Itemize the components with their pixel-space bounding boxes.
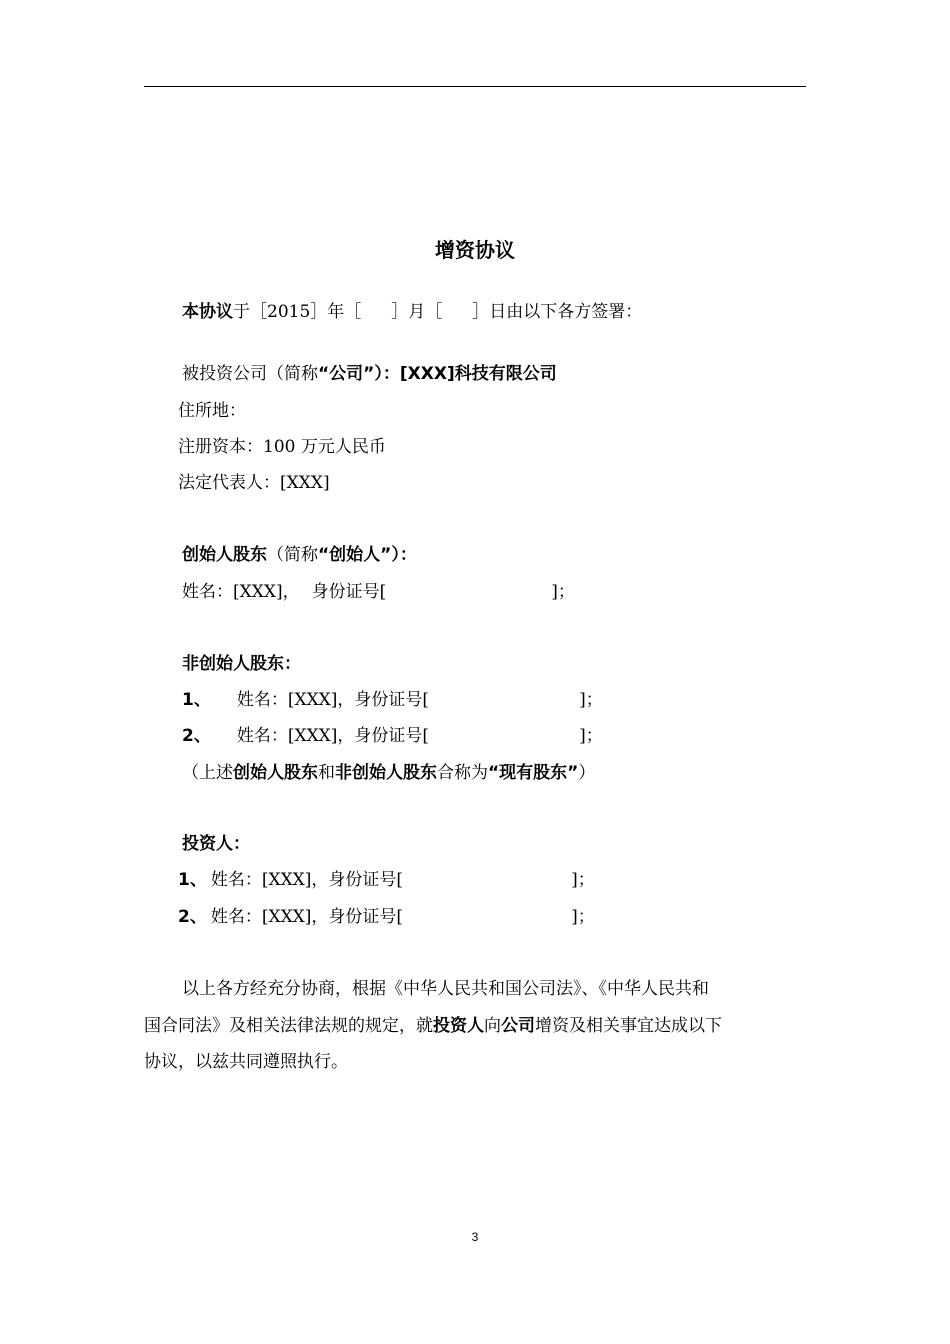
note-non-founder: 非创始人股东 [335,763,437,783]
founder-id: 身份证号[ [311,582,387,602]
non-founder-end: ]； [579,690,603,710]
note-founder: 创始人股东 [233,763,318,783]
founder-heading [182,543,417,567]
non-founder-heading: 非创始人股东： [182,654,301,674]
shareholders-note [182,761,595,785]
non-founder-item [182,724,603,748]
intro-lead: 本协议 [182,302,233,322]
intro-line [182,300,642,324]
non-founder-num: 2、 [182,726,211,746]
company-prefix: 被投资公司（简称 [182,364,318,384]
investor-end: ]； [571,870,595,890]
closing-part: 向 [484,1016,501,1036]
non-founder-name: 姓名：[XXX]，身份证号[ [236,690,430,710]
investor-item [178,905,595,929]
company-line [182,362,557,386]
closing-company: 公司 [501,1016,535,1036]
founder-line [182,580,575,604]
non-founder-name: 姓名：[XXX]，身份证号[ [236,726,430,746]
closing-line-1: 以上各方经充分协商，根据《中华人民共和国公司法》、《中华人民共和 [182,979,709,999]
intro-text-3: ］日由以下各方签署： [472,302,643,322]
note-part: 合称为 [437,763,488,783]
company-rep: 法定代表人：[XXX] [178,473,330,493]
founder-heading-bold: 创始人股东 [182,545,267,565]
investor-heading: 投资人： [182,834,250,854]
investor-end: ]； [571,907,595,927]
non-founder-item [182,688,603,712]
note-part: 和 [318,763,335,783]
closing-investor: 投资人 [433,1016,484,1036]
document-title: 增资协议 [435,238,515,262]
investor-name: 姓名：[XXX]，身份证号[ [210,870,404,890]
closing-line-3: 协议，以兹共同遵照执行。 [144,1052,348,1072]
investor-num: 2、 [178,907,207,927]
company-name: [XXX]科技有限公司 [399,364,557,384]
note-part: （上述 [182,763,233,783]
non-founder-num: 1、 [182,690,211,710]
founder-heading-mid: （简称 [267,545,318,565]
note-part: ） [578,763,596,783]
closing-part: 国合同法》及相关法律法规的规定，就 [144,1016,433,1036]
note-existing: “现有股东” [488,763,579,783]
investor-item [178,868,595,892]
non-founder-end: ]； [579,726,603,746]
intro-text-2: ］月［ [391,302,443,322]
investor-name: 姓名：[XXX]，身份证号[ [210,907,404,927]
company-capital: 注册资本：100 万元人民币 [178,437,386,457]
company-address: 住所地： [178,401,246,421]
intro-text-1: 于［2015］年［ [233,302,362,322]
founder-heading-alias: “创始人”）： [318,545,417,565]
page-number: 3 [471,1230,479,1244]
company-alias: “公司”）： [318,364,400,384]
closing-line-2 [144,1014,722,1038]
header-rule [144,86,806,87]
closing-part: 增资及相关事宜达成以下 [535,1016,722,1036]
founder-end: ]； [551,582,575,602]
founder-name: 姓名：[XXX]， [182,582,300,602]
investor-num: 1、 [178,870,207,890]
